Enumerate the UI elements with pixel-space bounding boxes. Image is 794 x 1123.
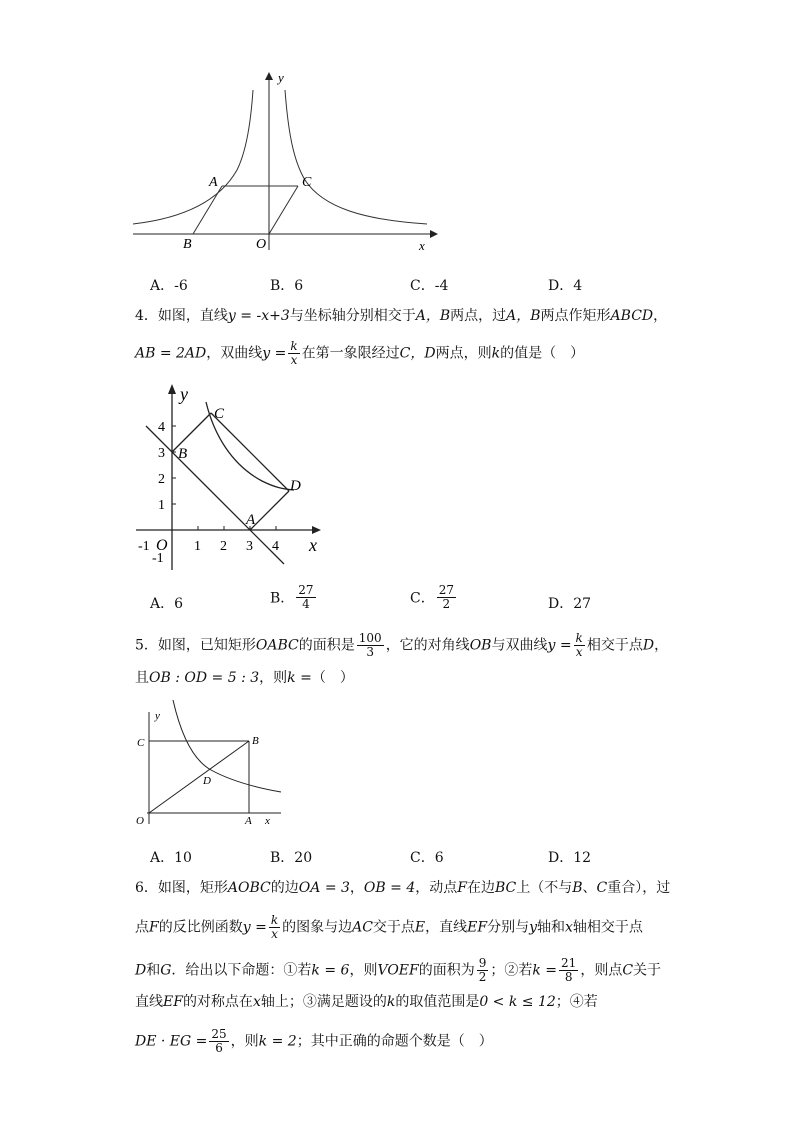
label-d: D bbox=[290, 478, 301, 494]
choice-d[interactable]: D．12 bbox=[548, 850, 592, 866]
tick-x-1: 1 bbox=[194, 539, 201, 554]
label-x: x bbox=[419, 238, 425, 253]
label-b: B bbox=[252, 735, 259, 747]
q6-line4: 直线EF的对称点在x轴上；③满足题设的k的取值范围是0 < k ≤ 12；④若 bbox=[135, 994, 598, 1010]
label-y: y bbox=[278, 70, 284, 85]
choice-a[interactable]: A．-6 bbox=[150, 278, 188, 294]
segment-ab bbox=[193, 186, 222, 234]
label-o: O bbox=[156, 537, 168, 554]
tick-y-2: 2 bbox=[158, 472, 165, 487]
label-a: A bbox=[209, 175, 218, 190]
q5-line1: 5．如图，已知矩形OABC的面积是 $\frac{100}{3}$ ，它的对角线OB与双曲线y = $\frac{k}{x}$ 相交于点D， bbox=[135, 631, 669, 659]
tick-y-3: 3 bbox=[158, 446, 165, 461]
x-axis-arrow bbox=[430, 230, 438, 238]
left-hyperbola bbox=[133, 90, 253, 224]
tick-x-4: 4 bbox=[272, 539, 279, 554]
fraction-k-over-x: $\frac{k}{x}$ bbox=[575, 631, 583, 659]
choice-d[interactable]: D．4 bbox=[548, 278, 583, 294]
choice-d[interactable]: D．27 bbox=[548, 596, 592, 612]
y-axis-arrow bbox=[265, 72, 273, 80]
tick-y-1: 1 bbox=[158, 498, 165, 513]
figure-q4 bbox=[132, 380, 332, 575]
tick-x-neg1: -1 bbox=[138, 539, 150, 554]
label-o: O bbox=[256, 237, 267, 252]
q6-line5: DE · EG = $\frac{25}{6}$ ，则k = 2；其中正确的命题个数是（ ） bbox=[135, 1027, 493, 1055]
fraction-k-over-x: $\frac{k}{x}$ bbox=[290, 339, 298, 367]
q4-line1: 4．如图，直线y = -x+3与坐标轴分别相交于A，B两点，过A，B两点作矩形ABCD， bbox=[135, 308, 668, 324]
label-c: C bbox=[214, 406, 225, 422]
choice-b[interactable]: B．6 bbox=[270, 278, 304, 294]
diagonal-ob bbox=[149, 741, 249, 813]
q4-line2: AB = 2AD，双曲线y = $\frac{k}{x}$ 在第一象限经过C，D两点，则k的值是（ ） bbox=[135, 339, 585, 367]
q6-line1: 6．如图，矩形AOBC的边OA = 3，OB = 4，动点F在边BC上（不与B、C重合），过 bbox=[135, 880, 671, 896]
segment-cd bbox=[211, 413, 289, 491]
x-axis-arrow bbox=[312, 526, 321, 534]
label-x: x bbox=[309, 535, 317, 555]
choice-a[interactable]: A．10 bbox=[150, 850, 192, 866]
fraction-area: $\frac{100}{3}$ bbox=[358, 631, 382, 659]
label-c: C bbox=[302, 175, 312, 190]
label-y: y bbox=[155, 710, 160, 722]
segment-da bbox=[250, 491, 289, 530]
fraction-k-over-x: $\frac{k}{x}$ bbox=[270, 913, 279, 941]
label-c: C bbox=[137, 737, 145, 749]
label-d: D bbox=[203, 775, 211, 787]
choice-b[interactable]: B．20 bbox=[270, 850, 313, 866]
label-x: x bbox=[265, 815, 270, 827]
label-a: A bbox=[245, 815, 252, 827]
choice-c[interactable]: C． $\frac{27}{2}$ bbox=[410, 583, 454, 611]
right-hyperbola bbox=[285, 90, 427, 224]
q6-line2: 点F的反比例函数y = $\frac{k}{x}$ 的图象与边AC交于点E，直线EF分别与y轴和x轴相交于点 bbox=[135, 913, 643, 941]
label-y: y bbox=[180, 384, 188, 404]
tick-y-4: 4 bbox=[158, 420, 165, 435]
label-a: A bbox=[246, 512, 256, 528]
choice-c[interactable]: C．6 bbox=[410, 850, 444, 866]
tick-y-neg1: -1 bbox=[152, 551, 164, 566]
figure-q3 bbox=[125, 70, 445, 255]
label-o: O bbox=[136, 815, 144, 827]
tick-x-2: 2 bbox=[220, 539, 227, 554]
figure-q5 bbox=[133, 700, 293, 830]
hyperbola bbox=[173, 700, 281, 792]
tick-x-3: 3 bbox=[246, 539, 253, 554]
label-b: B bbox=[178, 446, 188, 462]
choice-b[interactable]: B． $\frac{27}{4}$ bbox=[270, 583, 314, 611]
q5-line2: 且OB : OD = 5 : 3，则k =（ ） bbox=[135, 670, 354, 686]
y-axis-arrow bbox=[168, 384, 176, 394]
segment-oc bbox=[269, 186, 298, 234]
q6-line3: D和G．给出以下命题：①若k = 6，则VOEF的面积为 $\frac{9}{2}$ ；②若k = $\frac{21}{8}$ ，则点C关于 bbox=[135, 956, 662, 984]
choice-a[interactable]: A．6 bbox=[150, 596, 184, 612]
label-b: B bbox=[183, 237, 192, 252]
choice-c[interactable]: C．-4 bbox=[410, 278, 449, 294]
